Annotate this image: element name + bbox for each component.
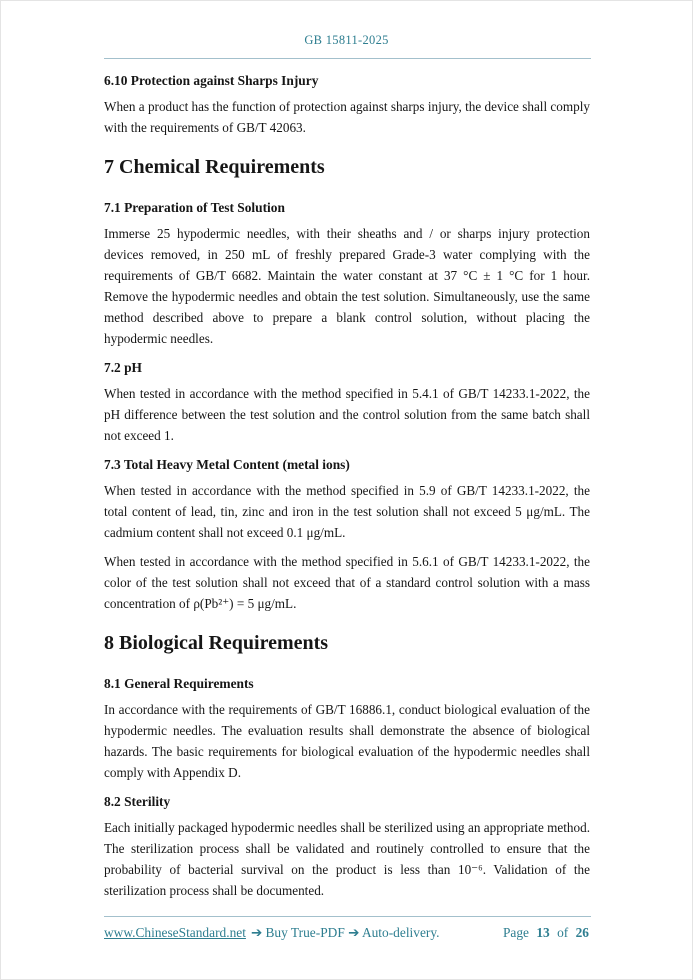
heading-8-1-general-requirements: 8.1 General Requirements — [104, 676, 254, 691]
document-body — [0, 72, 693, 901]
heading-7-2-ph: 7.2 pH — [104, 360, 142, 375]
footer-divider — [104, 916, 591, 917]
heading-7-3-heavy-metal: 7.3 Total Heavy Metal Content (metal ions) — [104, 457, 350, 472]
paragraph-7-3-b: When tested in accordance with the method specified in 5.6.1 of GB/T 14233.1-2022, the color of the test solution shall not exceed that of a standard control solution with a mass concentration of ρ(Pb²⁺) = 5 μg/mL. — [104, 554, 590, 611]
paragraph-7-1: Immerse 25 hypodermic needles, with their sheaths and / or sharps injury protection devices removed, in 250 mL of freshly prepared Grade-3 water complying with the requirements of GB/T 6682. Maintain the water constant at 37 °C ± 1 °C for 1 hour. Remove the hypodermic needles and obtain the test solution. Simultaneously, use the same method described above to prepare a blank control solution, without placing the hypodermic needles. — [104, 226, 590, 346]
paragraph-8-1: In accordance with the requirements of GB/T 16886.1, conduct biological evaluation of the hypodermic needles. The evaluation results shall demonstrate the absence of biological hazards. The basic requirements for biological evaluation of the hypodermic needles shall comply with Appendix D. — [104, 702, 590, 780]
page-number: 13 — [536, 925, 550, 940]
page-indicator — [501, 924, 591, 942]
paragraph-7-3-a: When tested in accordance with the method specified in 5.9 of GB/T 14233.1-2022, the total content of lead, tin, zinc and iron in the test solution shall not exceed 5 μg/mL. The cadmium content shall not exceed 0.1 μg/mL. — [104, 483, 590, 540]
page-footer — [104, 916, 591, 942]
document-number: GB 15811-2025 — [304, 33, 389, 47]
heading-6-10-sharps-injury: 6.10 Protection against Sharps Injury — [104, 73, 319, 88]
paragraph-8-2: Each initially packaged hypodermic needles shall be sterilized using an appropriate method. The sterilization process shall be validated and routinely controlled to ensure that the probability of bacterial survival on the product is less than 10⁻⁶. Validation of the sterilization process shall be documented. — [104, 820, 590, 898]
paragraph-7-2: When tested in accordance with the method specified in 5.4.1 of GB/T 14233.1-2022, the pH difference between the test solution and the control solution from the same batch shall not exceed 1. — [104, 386, 590, 443]
heading-7-1-test-solution: 7.1 Preparation of Test Solution — [104, 200, 285, 215]
header-divider — [104, 58, 591, 59]
heading-7-chemical-requirements: 7 Chemical Requirements — [104, 156, 325, 178]
of-label: of — [557, 925, 569, 940]
paragraph-6-10: When a product has the function of protection against sharps injury, the device shall comply with the requirements of GB/T 42063. — [104, 99, 590, 135]
page-header — [0, 0, 693, 49]
heading-8-biological-requirements: 8 Biological Requirements — [104, 632, 329, 654]
footer-tagline: ➔ Buy True-PDF ➔ Auto-delivery. — [250, 925, 440, 940]
heading-8-2-sterility: 8.2 Sterility — [104, 794, 171, 809]
chinesestandard-link[interactable]: www.ChineseStandard.net — [104, 925, 246, 940]
page-total: 26 — [575, 925, 589, 940]
footer-branding — [104, 924, 440, 942]
page-label: Page — [502, 925, 529, 940]
